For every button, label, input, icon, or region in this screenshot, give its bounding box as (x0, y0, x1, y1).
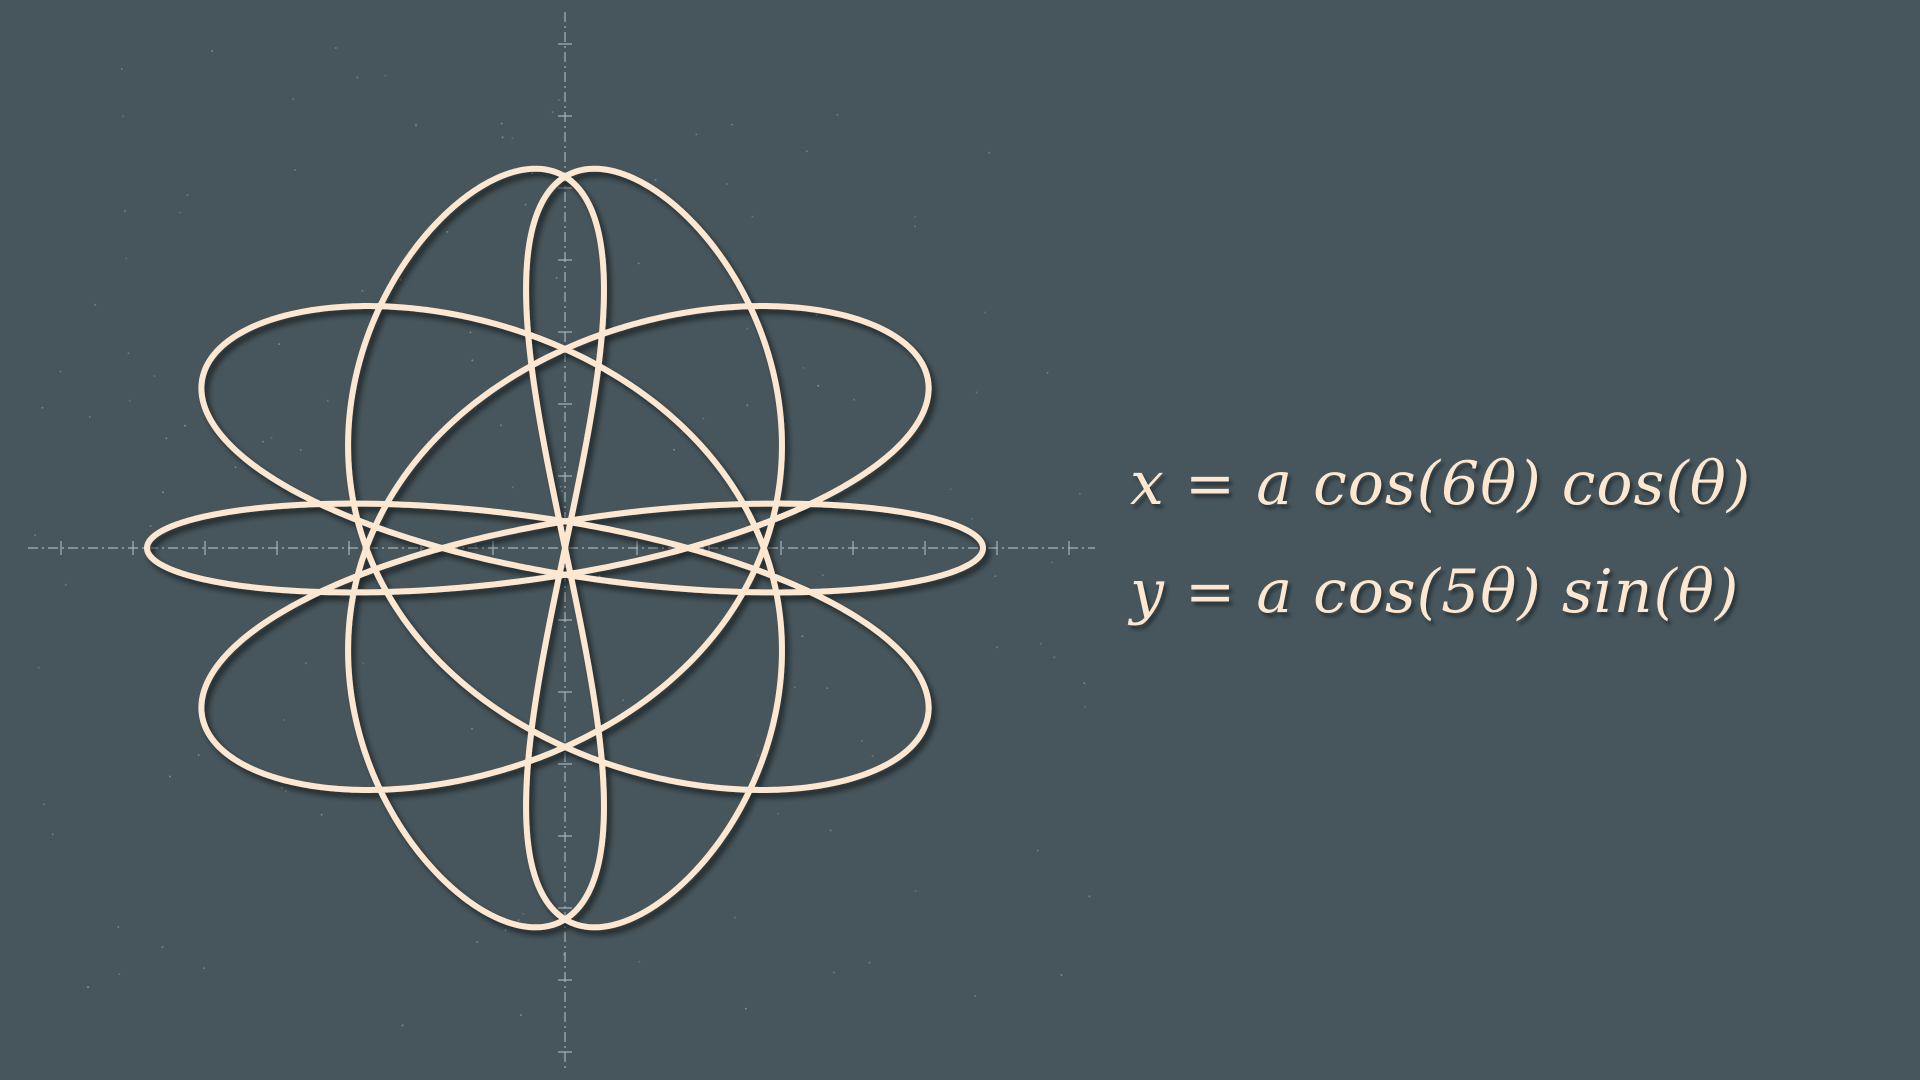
background-dot (150, 525, 152, 527)
background-dot (745, 1008, 747, 1010)
background-dot (122, 115, 124, 117)
background-dot (118, 973, 120, 975)
background-dot (471, 728, 473, 730)
background-dot (950, 488, 952, 490)
background-dot (731, 124, 733, 126)
background-dot (522, 913, 524, 915)
background-dot (285, 790, 287, 792)
background-dot (746, 328, 748, 330)
background-dot (153, 375, 155, 377)
background-dot (501, 123, 503, 125)
background-dot (914, 216, 916, 218)
background-dot (531, 172, 533, 174)
background-dot (125, 258, 127, 260)
background-dot (833, 972, 835, 974)
background-dot (361, 290, 363, 292)
background-dot (124, 210, 126, 212)
background-dot (327, 400, 329, 402)
background-dot (356, 77, 358, 79)
background-dot (872, 755, 874, 757)
background-dot (294, 169, 296, 171)
background-dot (121, 68, 123, 70)
background-dot (292, 98, 294, 100)
background-dot (211, 50, 213, 52)
background-dot (806, 150, 808, 152)
background-dot (655, 179, 657, 181)
background-dot (861, 740, 863, 742)
background-dot (556, 277, 558, 279)
background-dot (235, 466, 237, 468)
background-dot (400, 279, 402, 281)
background-dot (826, 687, 828, 689)
background-dot (505, 929, 507, 931)
background-dot (402, 1024, 404, 1026)
background-dot (384, 75, 386, 77)
background-dot (996, 646, 998, 648)
background-dot (278, 343, 280, 345)
background-dot (165, 437, 167, 439)
background-dot (512, 486, 514, 488)
background-dot (300, 449, 302, 451)
background-dot (525, 204, 527, 206)
background-dot (869, 962, 871, 964)
background-dot (321, 814, 323, 816)
background-dot (816, 314, 818, 316)
background-dot (203, 967, 205, 969)
background-dot (681, 431, 683, 433)
background-dot (52, 833, 54, 835)
background-dot (271, 437, 273, 439)
background-dot (1089, 895, 1091, 897)
background-dot (830, 829, 832, 831)
background-dot (837, 114, 839, 116)
background-dot (335, 47, 337, 49)
x-equation: x = a cos(6θ) cos(θ) (1130, 449, 1752, 519)
background-dot (184, 425, 186, 427)
background-dot (734, 917, 736, 919)
background-dot (1079, 493, 1081, 495)
equations-block (1130, 430, 1890, 646)
background-dot (914, 225, 916, 227)
background-dot (976, 392, 978, 394)
background-dot (162, 491, 164, 493)
background-dot (802, 367, 804, 369)
background-dot (117, 926, 119, 928)
background-dot (470, 331, 472, 333)
background-dot (801, 635, 803, 637)
background-dot (94, 304, 96, 306)
background-dot (552, 111, 554, 113)
background-dot (500, 424, 502, 426)
background-dot (187, 194, 189, 196)
background-dot (179, 212, 181, 214)
background-dot (638, 262, 640, 264)
background-dot (971, 518, 973, 520)
background-dot (41, 407, 43, 409)
background-dot (511, 137, 513, 139)
background-dot (281, 787, 283, 789)
background-dot (1084, 706, 1086, 708)
background-dot (415, 124, 417, 126)
background-dot (915, 890, 917, 892)
background-dot (757, 754, 759, 756)
background-dot (34, 534, 36, 536)
background-dot (362, 663, 364, 665)
background-dot (60, 371, 62, 373)
background-dot (988, 152, 990, 154)
background-dot (1061, 974, 1063, 976)
background-dot (1040, 643, 1042, 645)
background-dot (994, 575, 996, 577)
background-dot (1083, 682, 1085, 684)
background-dot (752, 216, 754, 218)
y-equation: y = a cos(5θ) sin(θ) (1130, 557, 1740, 627)
background-dot (638, 961, 640, 963)
background-dot (283, 719, 285, 721)
background-dot (561, 490, 563, 492)
background-dot (622, 699, 624, 701)
background-dot (128, 352, 130, 354)
background-dot (735, 538, 737, 540)
background-dot (817, 385, 819, 387)
background-dot (471, 359, 473, 361)
background-dot (702, 418, 704, 420)
background-dot (169, 776, 171, 778)
background-dot (777, 813, 779, 815)
background-dot (162, 946, 164, 948)
background-dot (984, 312, 986, 314)
background-dot (560, 466, 562, 468)
background-dot (198, 754, 200, 756)
background-dot (726, 183, 728, 185)
background-dot (822, 574, 824, 576)
background-dot (38, 667, 40, 669)
background-dot (1053, 656, 1055, 658)
background-dot (65, 584, 67, 586)
background-dot (476, 941, 478, 943)
background-dot (853, 399, 855, 401)
background-dot (673, 449, 675, 451)
background-dot (695, 133, 697, 135)
background-dot (89, 416, 91, 418)
background-dot (446, 231, 448, 233)
background-dot (560, 486, 562, 488)
background-dot (558, 99, 560, 101)
background-dot (1037, 850, 1039, 852)
background-dot (1047, 372, 1049, 374)
background-dot (1051, 561, 1053, 563)
background-dot (87, 986, 89, 988)
background-dot (475, 545, 477, 547)
background-dot (43, 803, 45, 805)
background-dot (305, 662, 307, 664)
background-dot (974, 995, 976, 997)
background-dot (502, 136, 504, 138)
background-dot (129, 400, 131, 402)
background-dot (746, 404, 748, 406)
background-dot (794, 686, 796, 688)
background-dot (262, 441, 264, 443)
background-dot (518, 919, 520, 921)
background-dot (520, 1014, 522, 1016)
